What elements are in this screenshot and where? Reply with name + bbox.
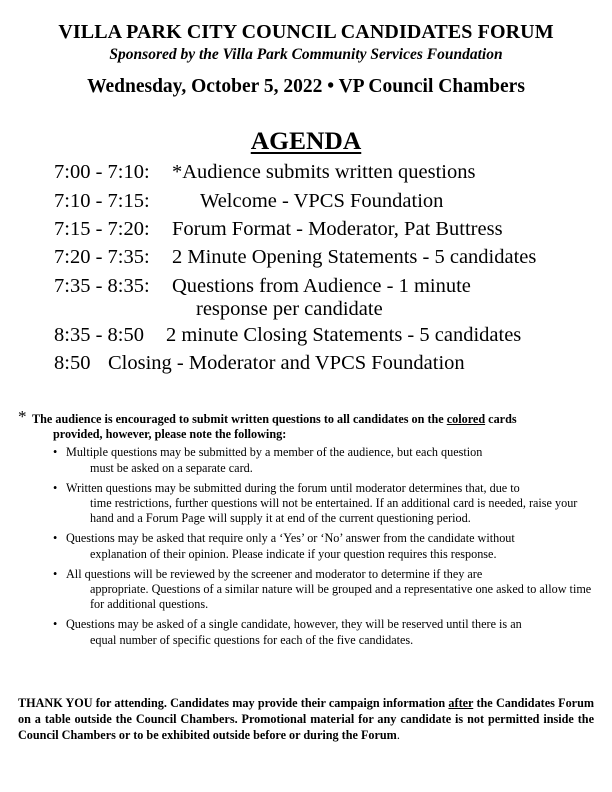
list-item <box>18 481 596 527</box>
bullet-rest: equal number of specific questions for each of the five candidates. <box>90 632 414 647</box>
intro-text: The audience is encouraged to submit written questions to all candidates on the <box>32 412 447 426</box>
agenda-time: 7:00 - 7:10: <box>54 161 150 183</box>
bullet-icon: • <box>53 566 58 581</box>
agenda-item <box>54 274 471 298</box>
bullet-first-line: Multiple questions may be submitted by a member of the audience, but each question <box>66 445 483 460</box>
bullet-rest: time restrictions, further questions will not be entertained. If an additional card is needed, raise your hand and a Forum Page will supply it at end of the current questioning period. <box>90 496 578 526</box>
bullet-rest: must be asked on a separate card. <box>90 460 253 475</box>
agenda-text: Questions from Audience - 1 minute <box>172 275 471 297</box>
agenda-heading: AGENDA <box>250 126 362 155</box>
bullet-first-line: All questions will be reviewed by the screener and moderator to determine if they are <box>66 566 483 581</box>
agenda-time: 7:35 - 8:35: <box>54 275 150 297</box>
audience-notes <box>18 407 596 653</box>
bullet-first-line: Written questions may be submitted during the forum until moderator determines that, due to <box>66 480 520 495</box>
agenda-text: *Audience submits written questions <box>172 161 476 183</box>
agenda-item <box>54 245 536 269</box>
asterisk-marker: * <box>18 407 27 426</box>
forum-title: VILLA PARK CITY COUNCIL CANDIDATES FORUM <box>58 21 554 43</box>
intro-text-end: cards <box>485 412 517 426</box>
agenda-time: 7:10 - 7:15: <box>54 190 150 212</box>
thank-you-paragraph <box>18 695 594 743</box>
bullet-icon: • <box>53 531 58 546</box>
agenda-text: 2 minute Closing Statements - 5 candidates <box>166 324 522 346</box>
notes-bullet-list <box>18 445 596 647</box>
agenda-time: 8:50 <box>54 352 91 374</box>
list-item <box>18 567 596 613</box>
agenda-item <box>54 189 443 213</box>
thanks-text: THANK YOU for attending. Candidates may provide their campaign information <box>18 696 449 710</box>
notes-intro <box>18 407 596 442</box>
agenda-time: 7:20 - 7:35: <box>54 246 150 268</box>
agenda-time: 8:35 - 8:50 <box>54 324 144 346</box>
bullet-icon: • <box>53 445 58 460</box>
bullet-rest: explanation of their opinion. Please indicate if your question requires this response. <box>90 546 497 561</box>
agenda-item <box>54 351 465 375</box>
thanks-text-end: the Candidates Forum on a table outside the Council Chambers. Promotional material for any candidate is not permitted inside the Council Chambers or to be exhibited outside before or during the Forum <box>18 696 594 742</box>
list-item <box>18 445 596 475</box>
colored-word: colored <box>446 412 486 426</box>
agenda-item <box>54 323 521 347</box>
agenda-item <box>54 217 503 241</box>
agenda-item <box>54 160 475 184</box>
date-location-line: Wednesday, October 5, 2022 • VP Council Chambers <box>87 76 525 97</box>
bullet-icon: • <box>53 617 58 632</box>
agenda-continuation: response per candidate <box>196 298 383 320</box>
agenda-text: Welcome - VPCS Foundation <box>200 190 444 212</box>
bullet-first-line: Questions may be asked that require only a ‘Yes’ or ‘No’ answer from the candidate without <box>66 531 515 546</box>
after-word: after <box>448 696 474 710</box>
agenda-text: Forum Format - Moderator, Pat Buttress <box>172 218 503 240</box>
sponsor-line: Sponsored by the Villa Park Community Services Foundation <box>109 46 503 63</box>
agenda-text: Closing - Moderator and VPCS Foundation <box>108 352 465 374</box>
list-item <box>18 617 596 647</box>
agenda-time: 7:15 - 7:20: <box>54 218 150 240</box>
agenda-text: 2 Minute Opening Statements - 5 candidates <box>172 246 537 268</box>
bullet-icon: • <box>53 480 58 495</box>
bullet-rest: appropriate. Questions of a similar nature will be grouped and a representative one asked to allow time for additional questions. <box>90 582 592 612</box>
thanks-period: . <box>396 728 400 742</box>
bullet-first-line: Questions may be asked of a single candidate, however, they will be reserved until there is an <box>66 617 522 632</box>
intro-continuation: provided, however, please note the following: <box>53 427 287 442</box>
list-item <box>18 531 596 561</box>
